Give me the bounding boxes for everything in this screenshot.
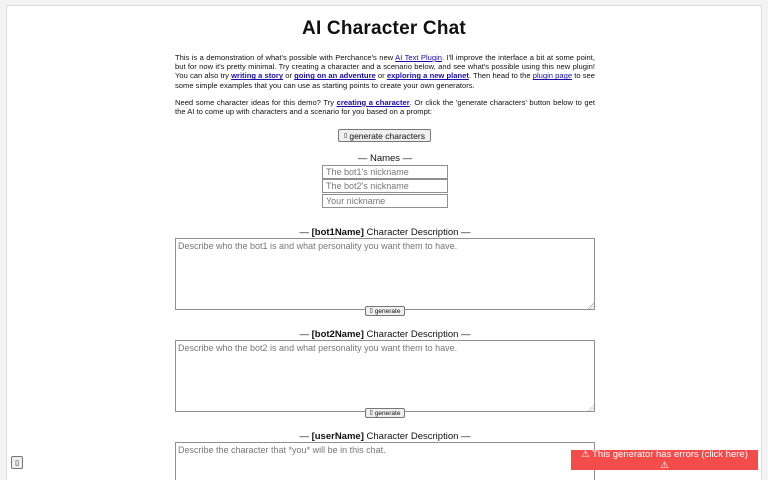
- names-section-title: — Names —: [357, 153, 413, 164]
- intro-text-span: or: [375, 71, 387, 81]
- intro-text-span: or: [283, 71, 295, 81]
- resize-grip-icon[interactable]: [587, 302, 594, 309]
- generate-label: generate: [374, 307, 401, 315]
- intro-text-span: This is a demonstration of what's possible with Perchance's new: [175, 53, 396, 62]
- user-description-title: [175, 431, 595, 442]
- title-dash: —: [299, 227, 312, 238]
- ai-text-plugin-link[interactable]: AI Text Plugin: [395, 53, 442, 62]
- intro-text-span: . I'll improve the interface a bit at some point, but for now it's pretty minimal. Try creating a character and a scenario below, and see what's possible using this new plugin! You can also try: [175, 53, 595, 81]
- title-suffix: Character Description —: [363, 329, 471, 340]
- title-suffix: Character Description —: [363, 227, 471, 238]
- intro-text-span: . Or click the 'generate characters' button below to get the AI to come up with characters and a scenario for you based on a prompt:: [175, 97, 595, 117]
- bot1-description-textarea[interactable]: [175, 238, 595, 310]
- intro-paragraph-2: [175, 98, 595, 116]
- bot1-description-title: [175, 227, 595, 238]
- bot2-name-token: [bot2Name]: [311, 329, 364, 340]
- bot2-nickname-input[interactable]: [322, 179, 448, 193]
- dice-icon: ▯: [369, 410, 373, 416]
- dice-icon: ▯: [369, 308, 373, 314]
- bot2-description-textarea[interactable]: [175, 340, 595, 412]
- title-dash: —: [299, 329, 312, 340]
- intro-text: [175, 53, 595, 124]
- title-dash: —: [299, 431, 312, 442]
- creating-a-character-link[interactable]: creating a character: [336, 97, 410, 107]
- generate-label: generate: [374, 409, 401, 417]
- title-suffix: Character Description —: [363, 431, 471, 442]
- bot2-description-title: [175, 329, 595, 340]
- bot1-name-token: [bot1Name]: [311, 227, 364, 238]
- generate-bot1-button[interactable]: [365, 306, 405, 316]
- dice-icon: ▯: [344, 132, 348, 139]
- page-title: AI Character Chat: [302, 18, 466, 39]
- plugin-page-link[interactable]: plugin page: [532, 71, 573, 81]
- intro-text-span: Need some character ideas for this demo? Try: [175, 97, 337, 107]
- user-nickname-input[interactable]: [322, 194, 448, 208]
- user-name-token: [userName]: [311, 431, 364, 442]
- generator-errors-banner[interactable]: ⚠ This generator has errors (click here) ⚠: [571, 450, 758, 470]
- menu-toggle-button[interactable]: [11, 456, 23, 469]
- square-icon: ▯: [15, 459, 19, 467]
- exploring-a-new-planet-link[interactable]: exploring a new planet: [386, 71, 469, 81]
- intro-paragraph-1: [175, 53, 595, 90]
- generate-characters-button[interactable]: [338, 129, 431, 142]
- intro-text-span: to see some simple examples that you can use as starting points to create your own generators.: [175, 71, 595, 90]
- user-description-textarea[interactable]: [175, 442, 595, 480]
- intro-text-span: . Then head to the: [468, 71, 533, 81]
- bot1-nickname-input[interactable]: [322, 165, 448, 179]
- writing-a-story-link[interactable]: writing a story: [231, 71, 284, 81]
- resize-grip-icon[interactable]: [587, 404, 594, 411]
- going-on-an-adventure-link[interactable]: going on an adventure: [294, 71, 376, 81]
- page-container: [6, 5, 762, 480]
- generate-characters-label: generate characters: [349, 130, 425, 141]
- generate-bot2-button[interactable]: [365, 408, 405, 418]
